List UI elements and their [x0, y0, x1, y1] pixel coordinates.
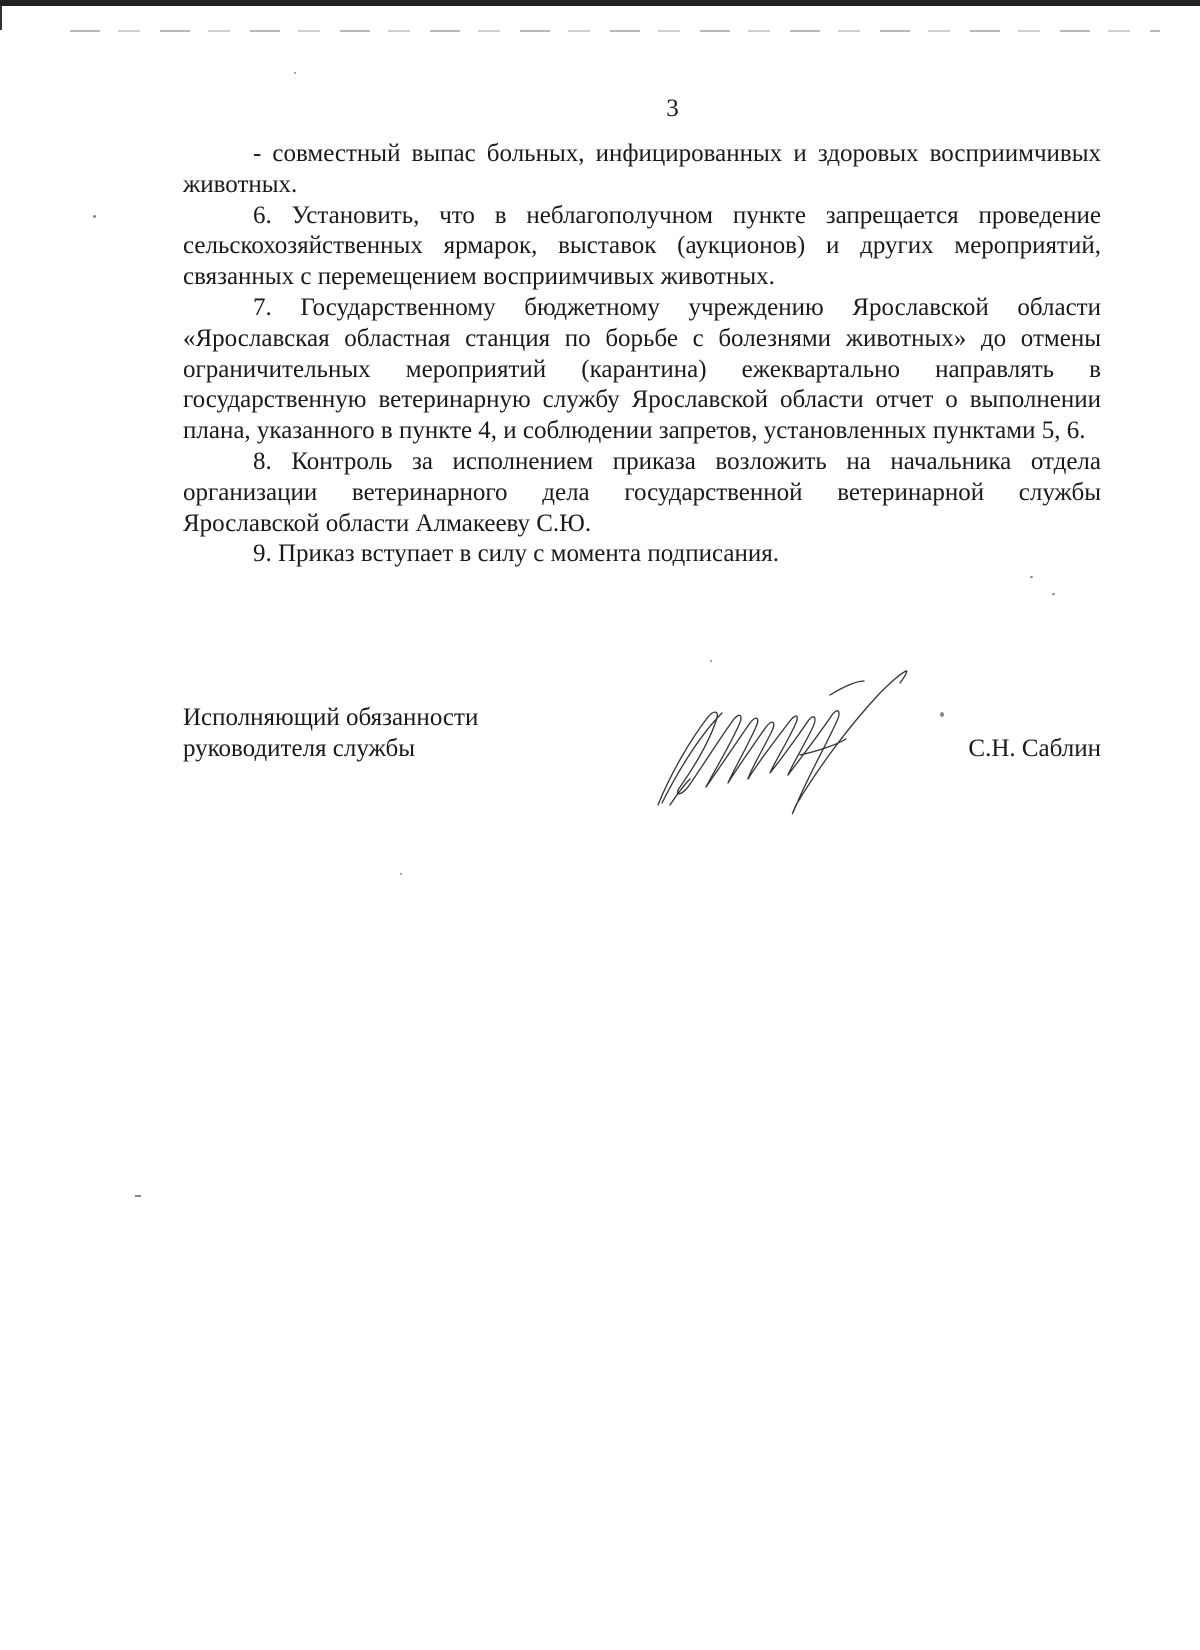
- scan-border-left-mark: [0, 6, 2, 30]
- signature-block: [183, 702, 1101, 822]
- scan-border-top: [0, 0, 1200, 6]
- scan-speck: [93, 215, 96, 218]
- scan-speck: [710, 660, 712, 662]
- signer-name: С.Н. Саблин: [968, 735, 1101, 762]
- scan-speck: [1030, 576, 1033, 578]
- scan-speck: [400, 873, 402, 875]
- page-number: 3: [666, 95, 679, 122]
- scan-speck: [294, 72, 296, 74]
- signer-position-line-2: руководителя службы: [183, 735, 416, 762]
- signer-position: [183, 702, 478, 764]
- paragraph-8: 8. Контроль за исполнением приказа возложить на начальника отдела организации ветеринарного дела государственной ветеринарной службы Ярославской области Алмакееву С.Ю.: [183, 447, 1101, 537]
- document-body: [183, 139, 1101, 570]
- paragraph-9: 9. Приказ вступает в силу с момента подписания.: [253, 540, 779, 568]
- signer-position-line-1: Исполняющий обязанности: [183, 704, 479, 731]
- scan-speck: [1052, 593, 1055, 595]
- paragraph-grazing-ban: - совместный выпас больных, инфицированных и здоровых восприимчивых животных.: [183, 140, 1101, 198]
- paragraph-7: 7. Государственному бюджетному учреждению Ярославской области «Ярославская областная станция по борьбе с болезнями животных» до отмены ограничительных мероприятий (карантина) ежеквартально направлять в государственную ветеринарную службу Ярославской области отчет о выполнении плана, указанного в пункте 4, и соблюдении запретов, установленных пунктами 5, 6.: [183, 293, 1101, 445]
- paragraph-6: 6. Установить, что в неблагополучном пункте запрещается проведение сельскохозяйственных ярмарок, выставок (аукционов) и других мероприятий, связанных с перемещением восприимчивых животных.: [183, 201, 1101, 291]
- handwritten-signature: [650, 655, 940, 825]
- scan-artifact-dashes: [70, 30, 1160, 32]
- scan-speck: [135, 1195, 141, 1197]
- scan-speck: [940, 712, 944, 717]
